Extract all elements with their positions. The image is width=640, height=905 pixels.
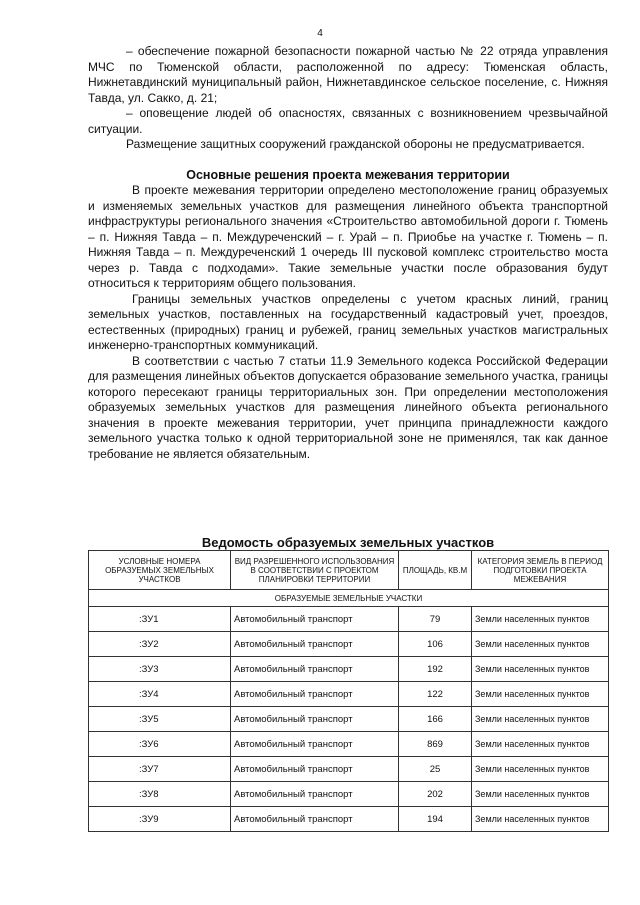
area-cell: 166: [399, 707, 472, 732]
plot-number-cell: :ЗУ3: [89, 657, 231, 682]
table-row: [89, 732, 609, 757]
permitted-use-cell: Автомобильный транспорт: [231, 757, 399, 782]
plot-number-cell: :ЗУ7: [89, 757, 231, 782]
table-header-row: [89, 551, 609, 590]
table-row: [89, 657, 609, 682]
section-label: ОБРАЗУЕМЫЕ ЗЕМЕЛЬНЫЕ УЧАСТКИ: [89, 590, 609, 607]
area-cell: 106: [399, 632, 472, 657]
permitted-use-cell: Автомобильный транспорт: [231, 807, 399, 832]
header-area: ПЛОЩАДЬ, КВ.М: [399, 551, 472, 590]
land-category-cell: Земли населенных пунктов: [472, 782, 609, 807]
permitted-use-cell: Автомобильный транспорт: [231, 707, 399, 732]
paragraph-boundaries: Границы земельных участков определены с учетом красных линий, границ земельных участков, поставленных на государственный кадастровый учет, проездов, естественных (природных) границ и рубежей, границ земельных участков магистральных инженерно-транспортных коммуникаций.: [88, 291, 608, 352]
table-section-row: [89, 590, 609, 607]
land-plots-table: [88, 550, 609, 832]
land-category-cell: Земли населенных пунктов: [472, 657, 609, 682]
plot-number-cell: :ЗУ1: [89, 607, 231, 632]
area-cell: 194: [399, 807, 472, 832]
page-number: 4: [317, 28, 323, 39]
area-cell: 122: [399, 682, 472, 707]
header-plot-number: УСЛОВНЫЕ НОМЕРА ОБРАЗУЕМЫХ ЗЕМЕЛЬНЫХ УЧАСТКОВ: [89, 551, 231, 590]
plot-number-cell: :ЗУ4: [89, 682, 231, 707]
paragraph-project: В проекте межевания территории определено местоположение границ образуемых и изменяемых земельных участков для размещения линейного объекта транспортной инфраструктуры регионального значения «Строительство автомобильной дороги г. Тюмень – п. Нижняя Тавда – п. Междуреченский – г. Урай – п. Приобье на участке г. Тюмень – п. Нижняя Тавда – п. Междуреченский 1 очередь III пусковой комплекс строительство моста через р. Тавда с подходами». Такие земельные участки после образования будут относиться к территориям общего пользования.: [88, 183, 608, 290]
table-row: [89, 607, 609, 632]
table-row: [89, 682, 609, 707]
area-cell: 79: [399, 607, 472, 632]
table-row: [89, 707, 609, 732]
paragraph-warning: – оповещение людей об опасностях, связанных с возникновением чрезвычайной ситуации.: [88, 106, 608, 136]
header-permitted-use: ВИД РАЗРЕШЕННОГО ИСПОЛЬЗОВАНИЯ В СООТВЕТСТВИИ С ПРОЕКТОМ ПЛАНИРОВКИ ТЕРРИТОРИИ: [231, 551, 399, 590]
paragraph-fire-safety: – обеспечение пожарной безопасности пожарной частью № 22 отряда управления МЧС по Тюменской области, расположенной по адресу: Тюменская область, Нижнетавдинский муниципальный район, Нижнетавдинское сельское поселение, с. Нижняя Тавда, ул. Сакко, д. 21;: [88, 44, 608, 105]
plot-number-cell: :ЗУ8: [89, 782, 231, 807]
land-category-cell: Земли населенных пунктов: [472, 632, 609, 657]
plot-number-cell: :ЗУ9: [89, 807, 231, 832]
permitted-use-cell: Автомобильный транспорт: [231, 782, 399, 807]
permitted-use-cell: Автомобильный транспорт: [231, 607, 399, 632]
table-title: Ведомость образуемых земельных участков: [201, 535, 495, 550]
plot-number-cell: :ЗУ5: [89, 707, 231, 732]
table-row: [89, 782, 609, 807]
paragraph-land-code: В соответствии с частью 7 статьи 11.9 Земельного кодекса Российской Федерации для размещения линейных объектов допускается образование земельного участка, границы которого пересекают границы территориальных зон. При определении местоположения образуемых земельных участков для размещения линейного объекта регионального значения в проекте межевания территории, учет принципа принадлежности каждого земельного участка только к одной территориальной зоне не применялся, так как данное требование не является обязательным.: [88, 353, 608, 461]
permitted-use-cell: Автомобильный транспорт: [231, 682, 399, 707]
section-heading: Основные решения проекта межевания территории: [186, 167, 510, 182]
table-row: [89, 807, 609, 832]
land-category-cell: Земли населенных пунктов: [472, 682, 609, 707]
table-row: [89, 632, 609, 657]
body-text: [88, 44, 608, 462]
header-land-category: КАТЕГОРИЯ ЗЕМЕЛЬ В ПЕРИОД ПОДГОТОВКИ ПРОЕКТА МЕЖЕВАНИЯ: [472, 551, 609, 590]
paragraph-shelters: Размещение защитных сооружений гражданской обороны не предусматривается.: [126, 137, 585, 151]
permitted-use-cell: Автомобильный транспорт: [231, 657, 399, 682]
land-category-cell: Земли населенных пунктов: [472, 807, 609, 832]
land-category-cell: Земли населенных пунктов: [472, 757, 609, 782]
area-cell: 869: [399, 732, 472, 757]
permitted-use-cell: Автомобильный транспорт: [231, 632, 399, 657]
plot-number-cell: :ЗУ6: [89, 732, 231, 757]
permitted-use-cell: Автомобильный транспорт: [231, 732, 399, 757]
area-cell: 25: [399, 757, 472, 782]
area-cell: 192: [399, 657, 472, 682]
table-row: [89, 757, 609, 782]
land-category-cell: Земли населенных пунктов: [472, 707, 609, 732]
land-category-cell: Земли населенных пунктов: [472, 607, 609, 632]
area-cell: 202: [399, 782, 472, 807]
plot-number-cell: :ЗУ2: [89, 632, 231, 657]
land-category-cell: Земли населенных пунктов: [472, 732, 609, 757]
